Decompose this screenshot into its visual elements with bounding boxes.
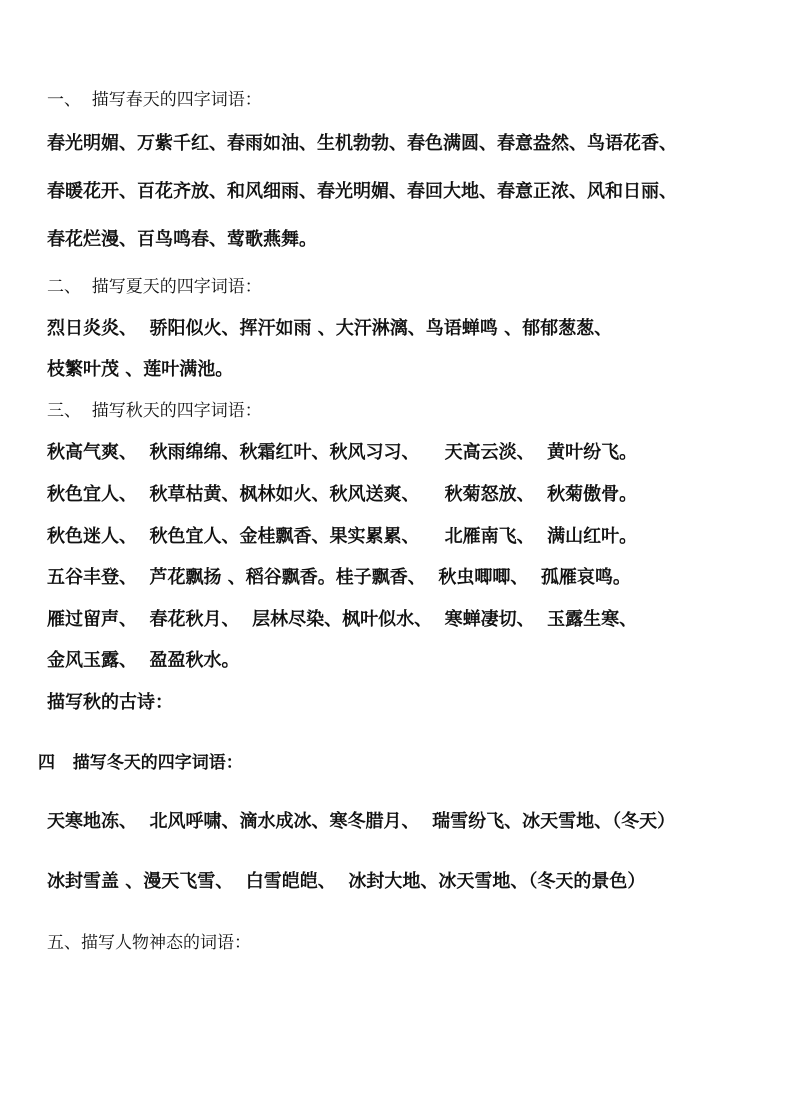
autumn-line-5: 雁过留声、 春花秋月、 层林尽染、枫叶似水、 寒蝉凄切、 玉露生寒、 — [47, 609, 638, 630]
summer-line-2: 枝繁叶茂 、莲叶满池。 — [47, 359, 234, 380]
expression-heading: 五、描写人物神态的词语： — [47, 933, 251, 953]
spring-line-3: 春花烂漫、百鸟鸣春、莺歌燕舞。 — [47, 229, 317, 250]
autumn-poem-heading: 描写秋的古诗： — [47, 692, 173, 713]
spring-heading: 一、 描写春天的四字词语： — [47, 90, 262, 110]
winter-heading: 四 描写冬天的四字词语： — [38, 753, 243, 773]
spring-line-1: 春光明媚、万紫千红、春雨如油、生机勃勃、春色满圆、春意盎然、鸟语花香、 — [47, 133, 677, 154]
autumn-line-6: 金风玉露、 盈盈秋水。 — [47, 650, 240, 671]
spring-line-2: 春暖花开、百花齐放、和风细雨、春光明媚、春回大地、春意正浓、风和日丽、 — [47, 181, 677, 202]
autumn-line-3: 秋色迷人、 秋色宜人、金桂飘香、果实累累、 北雁南飞、 满山红叶。 — [47, 526, 638, 547]
summer-line-1: 烈日炎炎、 骄阳似火、挥汗如雨 、大汗淋漓、鸟语蝉鸣 、郁郁葱葱、 — [47, 318, 613, 339]
autumn-line-2: 秋色宜人、 秋草枯黄、枫林如火、秋风送爽、 秋菊怒放、 秋菊傲骨。 — [47, 484, 638, 505]
winter-line-2: 冰封雪盖 、漫天飞雪、 白雪皑皑、 冰封大地、冰天雪地、（冬天的景色） — [47, 871, 646, 892]
autumn-line-4: 五谷丰登、 芦花飘扬 、稻谷飘香。桂子飘香、 秋虫唧唧、 孤雁哀鸣。 — [47, 567, 631, 588]
autumn-heading: 三、 描写秋天的四字词语： — [47, 401, 262, 421]
summer-heading: 二、 描写夏天的四字词语： — [47, 277, 262, 297]
winter-line-1: 天寒地冻、 北风呼啸、滴水成冰、寒冬腊月、 瑞雪纷飞、冰天雪地、（冬天） — [47, 811, 676, 832]
autumn-line-1: 秋高气爽、 秋雨绵绵、秋霜红叶、秋风习习、 天高云淡、 黄叶纷飞。 — [47, 442, 638, 463]
